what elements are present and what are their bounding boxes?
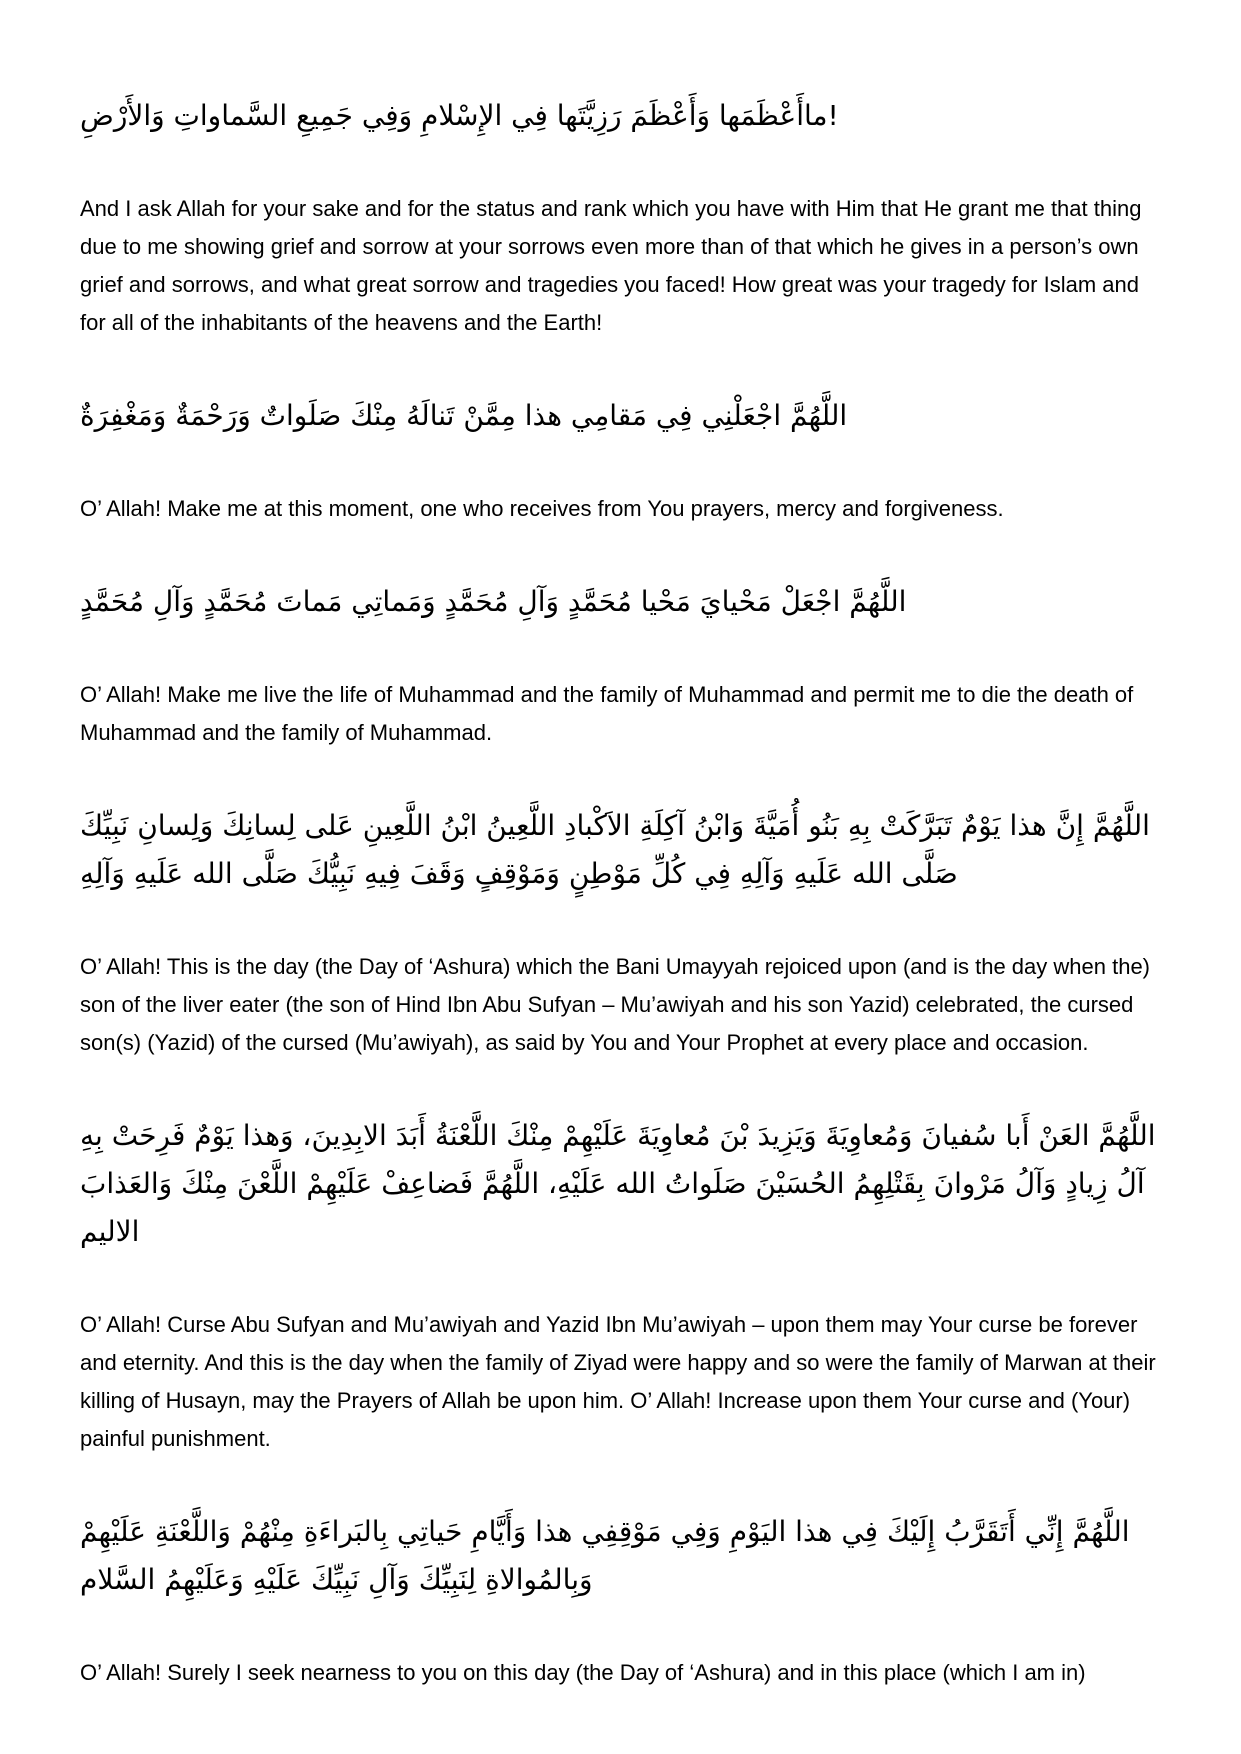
english-translation: O’ Allah! Surely I seek nearness to you on this day (the Day of ‘Ashura) and in this place (which I am in) xyxy=(80,1660,1086,1685)
english-translation: O’ Allah! This is the day (the Day of ‘Ashura) which the Bani Umayyah rejoiced upon (and is the day when the) son of the liver eater (the son of Hind Ibn Abu Sufyan – Mu’awiyah and his son Yazid) celebrated, the cursed son(s) (Yazid) of the cursed (Mu’awiyah), as said by You and Your Prophet at every place and occasion. xyxy=(80,954,1151,1055)
arabic-verse: !ماأَعْظَمَها وَأَعْظَمَ رَزِيَّتَها فِي الإِسْلامِ وَفِي جَمِيعِ السَّماواتِ وَالأَرْضِ xyxy=(80,99,839,132)
english-translation: O’ Allah! Make me live the life of Muhammad and the family of Muhammad and permit me to die the death of Muhammad and the family of Muhammad. xyxy=(80,682,1134,745)
english-translation: And I ask Allah for your sake and for the status and rank which you have with Him that He grant me that thing due to me showing grief and sorrow at your sorrows even more than of that which he gives in a person’s own grief and sorrows, and what great sorrow and tragedies you faced! How great was your tragedy for Islam and for all of the inhabitants of the heavens and the Earth! xyxy=(80,196,1142,335)
arabic-verse: اللَّهُمَّ اجْعَلْنِي فِي مَقامِي هذا مِمَّنْ تَنالَهُ مِنْكَ صَلَواتٌ وَرَحْمَةٌ وَمَغْفِرَةٌ xyxy=(80,399,848,432)
arabic-verse: اللَّهُمَّ إِنِّي أَتَقَرَّبُ إِلَيْكَ فِي هذا اليَوْمِ وَفِي مَوْقِفِي هذا وَأَيَّامِ حَياتِي بِالبَراءَةِ مِنْهُمْ وَاللَّعْنَةِ عَلَيْهِمْ وَبِالمُوالاةِ لِنَبِيِّكَ وَآلِ نَبِيِّكَ عَلَيْهِ وَعَلَيْهِمُ السَّلام xyxy=(80,1515,1130,1596)
arabic-verse: اللَّهُمَّ العَنْ أَبا سُفيانَ وَمُعاوِيَةَ وَيَزِيدَ بْنَ مُعاوِيَةَ عَلَيْهِمْ مِنْكَ اللَّعْنَةُ أَبَدَ الابِدِينَ، وَهذا يَوْمٌ فَرِحَتْ بِهِ آلُ زِيادٍ وَآلُ مَرْوانَ بِقَتْلِهِمُ الحُسَيْنَ صَلَواتُ الله عَلَيْهِ، اللَّهُمَّ فَضاعِفْ عَلَيْهِمْ اللَّعْنَ مِنْكَ وَالعَذابَ الاليم xyxy=(80,1119,1156,1248)
english-translation: O’ Allah! Curse Abu Sufyan and Mu’awiyah and Yazid Ibn Mu’awiyah – upon them may Your curse be forever and eternity. And this is the day when the family of Ziyad were happy and so were the family of Marwan at their killing of Husayn, may the Prayers of Allah be upon him. O’ Allah! Increase upon them Your curse and (Your) painful punishment. xyxy=(80,1312,1156,1451)
arabic-verse: اللَّهُمَّ إِنَّ هذا يَوْمٌ تَبَرَّكَتْ بِهِ بَنُو أُمَيَّةَ وَابْنُ آكِلَةِ الاَكْبادِ اللَّعِينُ ابْنُ اللَّعِينِ عَلى لِسانِكَ وَلِسانِ نَبِيِّكَ صَلَّى الله عَلَيهِ وَآلِهِ فِي كُلِّ مَوْطِنٍ وَمَوْقِفٍ وَقَفَ فِيهِ نَبِيُّكَ صَلَّى الله عَلَيهِ وَآلِهِ xyxy=(80,809,1150,890)
english-translation: O’ Allah! Make me at this moment, one who receives from You prayers, mercy and forgiveness. xyxy=(80,496,1004,521)
arabic-verse: اللَّهُمَّ اجْعَلْ مَحْيايَ مَحْيا مُحَمَّدٍ وَآلِ مُحَمَّدٍ وَمَماتِي مَماتَ مُحَمَّدٍ وَآلِ مُحَمَّدٍ xyxy=(80,585,907,618)
